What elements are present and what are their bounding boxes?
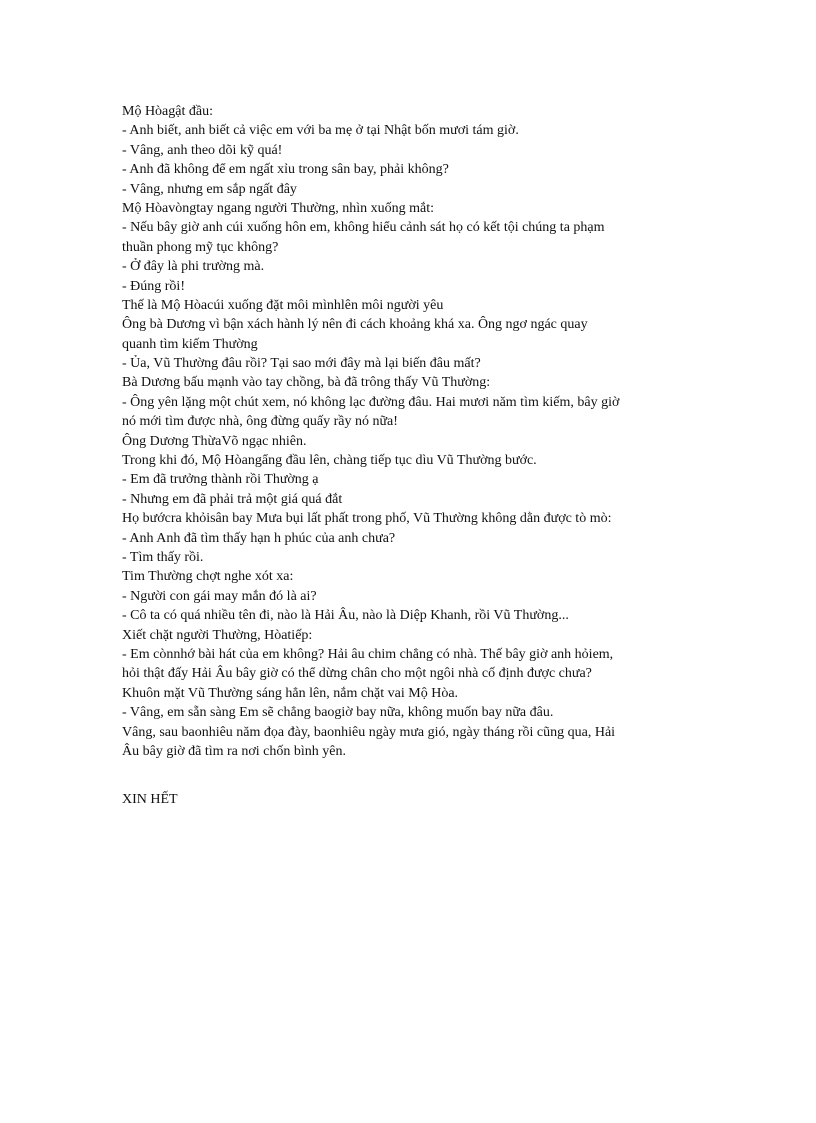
ending-text: XIN HẾT bbox=[122, 792, 178, 807]
text-line: - Em cònnhớ bài hát của em không? Hải âu chim chẳng có nhà. Thế bây giờ anh hỏiem, bbox=[122, 646, 614, 662]
text-line: - Vâng, em sẵn sàng Em sẽ chẳng baogiờ bay nữa, không muốn bay nữa đâu. bbox=[122, 705, 554, 721]
text-line: Khuôn mặt Vũ Thường sáng hẳn lên, nắm chặt vai Mộ Hòa. bbox=[122, 685, 459, 701]
text-line: - Ông yên lặng một chút xem, nó không lạc đường đâu. Hai mươi năm tìm kiếm, bây giờ bbox=[122, 394, 620, 410]
text-line: thuần phong mỹ tục không? bbox=[122, 239, 279, 255]
text-line: Trong khi đó, Mộ Hòangẩng đầu lên, chàng tiếp tục dìu Vũ Thường bước. bbox=[122, 453, 537, 469]
text-line: Ông bà Dương vì bận xách hành lý nên đi cách khoảng khá xa. Ông ngơ ngác quay bbox=[122, 317, 588, 333]
text-line: - Anh đã không để em ngất xỉu trong sân bay, phải không? bbox=[122, 162, 449, 178]
text-line: quanh tìm kiếm Thường bbox=[122, 336, 258, 352]
text-line: Họ bướcra khỏisân bay Mưa bụi lất phất trong phố, Vũ Thường không dằn được tò mò: bbox=[122, 511, 612, 527]
text-line: - Vâng, anh theo dõi kỹ quá! bbox=[122, 142, 283, 158]
text-line: - Ở đây là phi trường mà. bbox=[122, 259, 265, 275]
text-line: Bà Dương bấu mạnh vào tay chồng, bà đã trông thấy Vũ Thường: bbox=[122, 375, 491, 391]
text-line: hỏi thật đấy Hải Âu bây giờ có thể dừng chân cho một ngôi nhà cố định được chưa? bbox=[122, 666, 592, 682]
text-line: - Người con gái may mắn đó là ai? bbox=[122, 588, 317, 604]
text-line: - Anh biết, anh biết cả việc em với ba mẹ ở tại Nhật bốn mươi tám giờ. bbox=[122, 123, 519, 139]
text-line: nó mới tìm được nhà, ông đừng quấy rầy nó nữa! bbox=[122, 414, 398, 430]
text-line: - Tìm thấy rồi. bbox=[122, 549, 204, 565]
text-line: Mộ Hòavòngtay ngang người Thường, nhìn xuống mắt: bbox=[122, 200, 435, 216]
text-line: Vâng, sau baonhiêu năm đọa đày, baonhiêu ngày mưa gió, ngày tháng rồi cũng qua, Hải bbox=[122, 724, 616, 740]
text-line: - Ủa, Vũ Thường đâu rồi? Tại sao mới đây mà lại biến đâu mất? bbox=[122, 356, 481, 372]
text-line: - Anh Anh đã tìm thấy hạn h phúc của anh chưa? bbox=[122, 530, 396, 546]
text-line: - Nếu bây giờ anh cúi xuống hôn em, không hiểu cảnh sát họ có kết tội chúng ta phạm bbox=[122, 220, 605, 236]
text-line: - Cô ta có quá nhiều tên đi, nào là Hải Âu, nào là Diệp Khanh, rồi Vũ Thường... bbox=[122, 608, 569, 624]
text-line: Ông Dương ThừaVõ ngạc nhiên. bbox=[122, 433, 307, 449]
text-line: Mộ Hòagật đầu: bbox=[122, 104, 213, 119]
text-line: - Em đã trưởng thành rồi Thường ạ bbox=[122, 472, 319, 488]
text-line: Xiết chặt người Thường, Hòatiếp: bbox=[122, 627, 313, 643]
story-text bbox=[122, 102, 712, 761]
text-line: Âu bây giờ đã tìm ra nơi chốn bình yên. bbox=[122, 743, 346, 759]
text-line: Tim Thường chợt nghe xót xa: bbox=[122, 569, 294, 585]
text-line: - Đúng rồi! bbox=[122, 278, 185, 294]
text-line: - Vâng, nhưng em sắp ngất đây bbox=[122, 181, 297, 197]
text-line: Thế là Mộ Hòacúi xuống đặt môi mìnhlên môi người yêu bbox=[122, 297, 444, 313]
text-line: - Nhưng em đã phải trả một giá quá đắt bbox=[122, 491, 343, 507]
